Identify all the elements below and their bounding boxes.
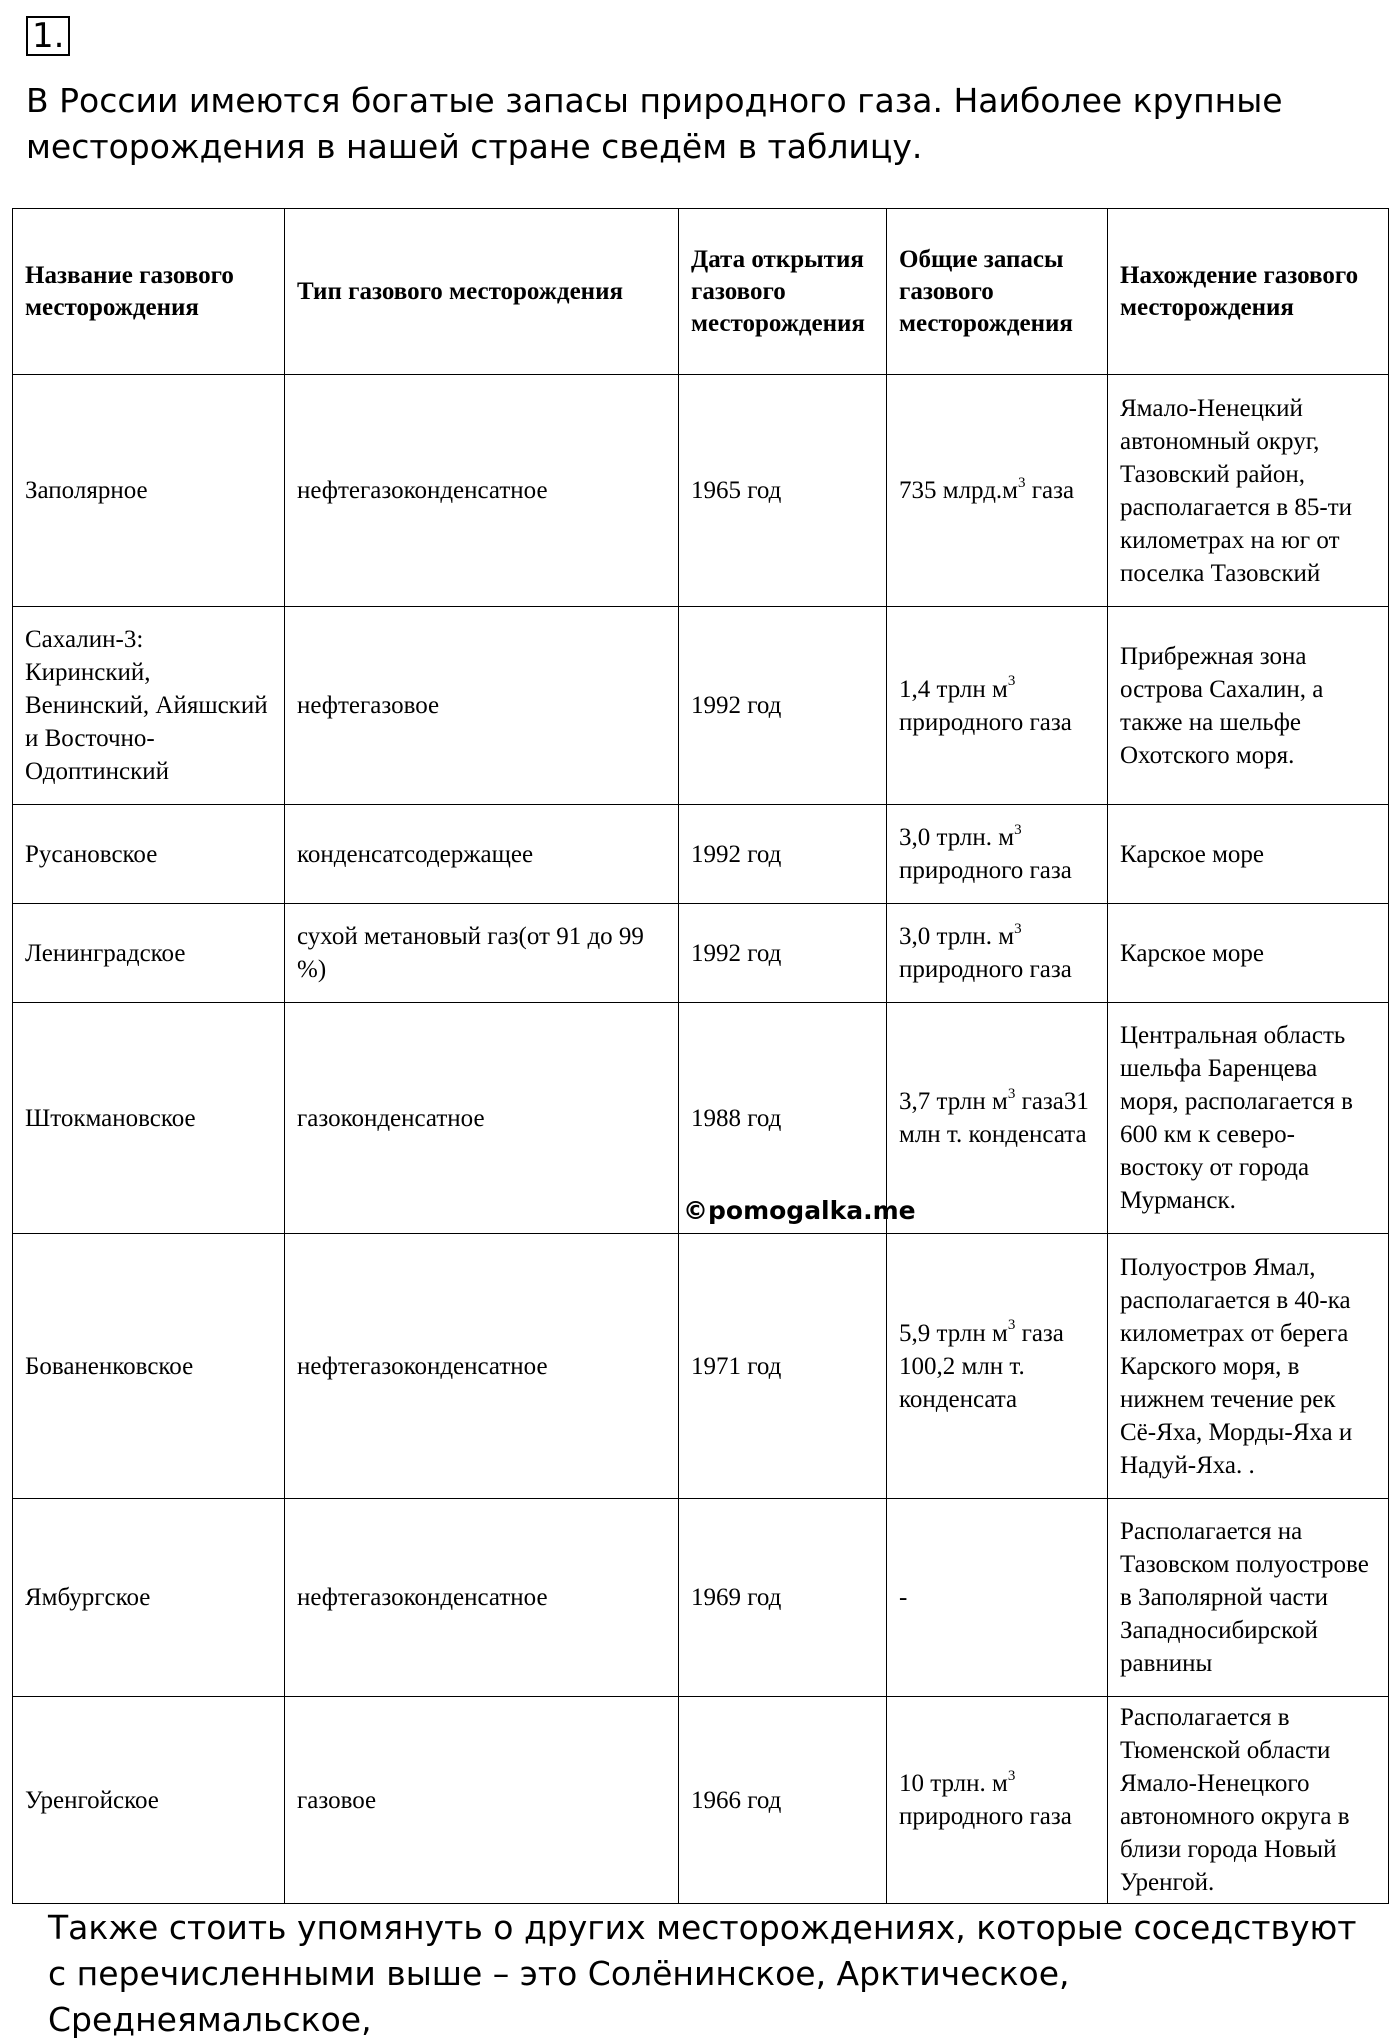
cell-date: 1992 год <box>679 904 887 1003</box>
cell-reserves: 735 $млрд.м^3$ газа <box>887 375 1108 607</box>
cell-type: нефтегазовое <box>285 607 679 805</box>
cell-reserves: 10 трлн. $м^3$ природного газа <box>887 1697 1108 1904</box>
cell-type: нефтегазоконденсатное <box>285 1234 679 1499</box>
cell-type: нефтегазоконденсатное <box>285 375 679 607</box>
header-reserves: Общие запасы газового месторождения <box>887 209 1108 375</box>
cell-name: Сахалин-3: Киринский, Венинский, Айяшский и Восточно-Одоптинский <box>13 607 285 805</box>
table-row <box>13 1499 1389 1697</box>
cell-date: 1966 год <box>679 1697 887 1904</box>
table-row <box>13 1234 1389 1499</box>
cell-reserves: 5,9 трлн $м^3$ газа 100,2 млн т. конденсата <box>887 1234 1108 1499</box>
table-row <box>13 1697 1389 1904</box>
cell-name: Бованенковское <box>13 1234 285 1499</box>
cell-type: сухой метановый газ(от 91 до 99 %) <box>285 904 679 1003</box>
cell-date: 1992 год <box>679 607 887 805</box>
cell-location: Прибрежная зона острова Сахалин, а также на шельфе Охотского моря. <box>1108 607 1389 805</box>
cell-date: 1992 год <box>679 805 887 904</box>
cell-reserves: - <box>887 1499 1108 1697</box>
header-name: Название газового месторождения <box>13 209 285 375</box>
header-date: Дата открытия газового месторождения <box>679 209 887 375</box>
cell-name: Заполярное <box>13 375 285 607</box>
cell-type: газоконденсатное <box>285 1003 679 1234</box>
cell-type: газовое <box>285 1697 679 1904</box>
cell-location: Ямало-Ненецкий автономный округ, Тазовский район, располагается в 85-ти километрах на юг от поселка Тазовский <box>1108 375 1389 607</box>
cell-name: Ямбургское <box>13 1499 285 1697</box>
cell-location: Располагается в Тюменской области Ямало-Ненецкого автономного округа в близи города Новый Уренгой. <box>1108 1697 1389 1904</box>
cell-name: Штокмановское <box>13 1003 285 1234</box>
cell-type: нефтегазоконденсатное <box>285 1499 679 1697</box>
intro-paragraph: В России имеются богатые запасы природного газа. Наиболее крупные месторождения в нашей стране сведём в таблицу. <box>26 81 1283 166</box>
table-row <box>13 375 1389 607</box>
cell-location: Центральная область шельфа Баренцева моря, располагается в 600 км к северо-востоку от города Мурманск. <box>1108 1003 1389 1234</box>
gas-fields-table <box>12 208 1389 1904</box>
cell-location: Карское море <box>1108 904 1389 1003</box>
cell-reserves: 3,0 трлн. $м^3$ природного газа <box>887 805 1108 904</box>
cell-name: Ленинградское <box>13 904 285 1003</box>
table-row <box>13 904 1389 1003</box>
cell-name: Уренгойское <box>13 1697 285 1904</box>
cell-type: конденсатсодержащее <box>285 805 679 904</box>
header-location: Нахождение газового месторождения <box>1108 209 1389 375</box>
cell-date: 1969 год <box>679 1499 887 1697</box>
outro-paragraph: Также стоить упомянуть о других месторождениях, которые соседствуют с перечисленными выше – это Солёнинское, Арктическое, Среднеямальское, <box>48 1908 1357 2039</box>
cell-location: Полуостров Ямал, располагается в 40-ка километрах от берега Карского моря, в нижнем течение рек Сё-Яха, Морды-Яха и Надуй-Яха. . <box>1108 1234 1389 1499</box>
table-row <box>13 805 1389 904</box>
cell-location: Карское море <box>1108 805 1389 904</box>
table-header-row <box>13 209 1389 375</box>
cell-reserves: 1,4 трлн $м^3$ природного газа <box>887 607 1108 805</box>
cell-date: 1988 год <box>679 1003 887 1234</box>
cell-date: 1971 год <box>679 1234 887 1499</box>
cell-date: 1965 год <box>679 375 887 607</box>
cell-location: Располагается на Тазовском полуострове в Заполярной части Западносибирской равнины <box>1108 1499 1389 1697</box>
cell-reserves: 3,7 трлн $м^3$ газа31 млн т. конденсата <box>887 1003 1108 1234</box>
table-row <box>13 607 1389 805</box>
watermark: ©pomogalka.me <box>683 1196 916 1225</box>
exercise-number: 1. <box>26 16 70 56</box>
cell-reserves: 3,0 трлн. $м^3$ природного газа <box>887 904 1108 1003</box>
cell-name: Русановское <box>13 805 285 904</box>
header-type: Тип газового месторождения <box>285 209 679 375</box>
